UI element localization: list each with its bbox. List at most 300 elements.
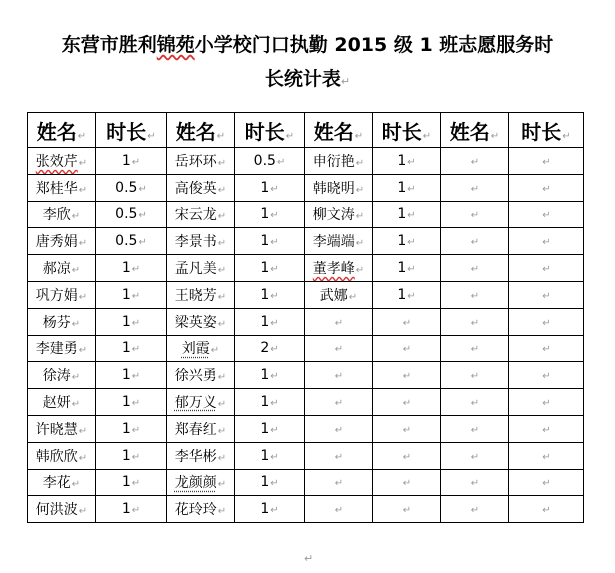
column-header bbox=[441, 113, 509, 148]
name-cell bbox=[305, 389, 373, 416]
service-hours: 0.5 bbox=[253, 152, 276, 169]
volunteer-name: 李建勇 bbox=[35, 341, 78, 358]
name-cell bbox=[441, 389, 509, 416]
name-cell bbox=[305, 415, 373, 442]
cell-mark-icon: ↵ bbox=[542, 344, 551, 356]
table-row bbox=[28, 308, 584, 335]
cell-mark-icon: ↵ bbox=[334, 344, 344, 356]
cell-mark-icon: ↵ bbox=[542, 505, 551, 517]
service-hours: 1 bbox=[260, 420, 270, 437]
cell-mark-icon: ↵ bbox=[131, 156, 141, 168]
volunteer-name: 孟凡美 bbox=[174, 261, 217, 278]
hours-cell bbox=[509, 469, 584, 496]
name-cell bbox=[441, 469, 509, 496]
hours-cell bbox=[96, 148, 167, 175]
title-line-1-start: 东营市胜利 bbox=[61, 34, 157, 56]
hours-cell bbox=[373, 281, 441, 308]
column-header bbox=[305, 113, 373, 148]
hours-cell bbox=[96, 308, 167, 335]
name-cell bbox=[28, 389, 96, 416]
service-hours: 1 bbox=[260, 286, 270, 303]
name-cell bbox=[28, 442, 96, 469]
service-hours: 1 bbox=[121, 367, 131, 384]
hours-cell bbox=[96, 362, 167, 389]
volunteer-name: 高俊英 bbox=[174, 180, 217, 197]
document-title bbox=[0, 28, 615, 99]
table-row bbox=[28, 496, 584, 523]
name-cell bbox=[441, 201, 509, 228]
hours-cell bbox=[235, 389, 305, 416]
cell-mark-icon: ↵ bbox=[131, 371, 141, 383]
name-cell bbox=[305, 174, 373, 201]
cell-mark-icon: ↵ bbox=[470, 317, 480, 329]
name-cell bbox=[305, 362, 373, 389]
cell-mark-icon: ↵ bbox=[217, 265, 227, 277]
cell-mark-icon: ↵ bbox=[490, 130, 500, 142]
cell-mark-icon: ↵ bbox=[78, 157, 88, 169]
hours-cell bbox=[96, 174, 167, 201]
hours-cell bbox=[373, 415, 441, 442]
cell-mark-icon: ↵ bbox=[71, 318, 81, 330]
cell-mark-icon: ↵ bbox=[355, 211, 365, 223]
cell-mark-icon: ↵ bbox=[542, 371, 551, 383]
hours-cell bbox=[509, 148, 584, 175]
cell-mark-icon: ↵ bbox=[470, 451, 480, 463]
cell-mark-icon: ↵ bbox=[422, 130, 432, 142]
cell-mark-icon: ↵ bbox=[354, 130, 364, 142]
column-header bbox=[235, 113, 305, 148]
cell-mark-icon: ↵ bbox=[217, 452, 227, 464]
name-cell bbox=[167, 308, 235, 335]
service-hours: 1 bbox=[397, 206, 407, 223]
column-header-label: 时长 bbox=[106, 119, 147, 144]
name-cell bbox=[441, 228, 509, 255]
cell-mark-icon: ↵ bbox=[71, 399, 81, 411]
cell-mark-icon: ↵ bbox=[542, 451, 551, 463]
service-hours: 1 bbox=[397, 233, 407, 250]
service-hours: 1 bbox=[121, 394, 131, 411]
cell-mark-icon: ↵ bbox=[542, 183, 551, 195]
name-cell bbox=[28, 335, 96, 362]
name-cell bbox=[28, 148, 96, 175]
hours-cell bbox=[509, 201, 584, 228]
hours-cell bbox=[96, 201, 167, 228]
name-cell bbox=[441, 148, 509, 175]
hours-cell bbox=[96, 281, 167, 308]
cell-mark-icon: ↵ bbox=[334, 451, 344, 463]
name-cell bbox=[167, 201, 235, 228]
hours-cell bbox=[96, 496, 167, 523]
name-cell bbox=[28, 174, 96, 201]
cell-mark-icon: ↵ bbox=[402, 344, 412, 356]
hours-cell bbox=[235, 228, 305, 255]
cell-mark-icon: ↵ bbox=[407, 183, 416, 195]
hours-cell bbox=[96, 335, 167, 362]
volunteer-name: 武娜 bbox=[319, 287, 348, 304]
cell-mark-icon: ↵ bbox=[470, 398, 480, 410]
name-cell bbox=[305, 201, 373, 228]
cell-mark-icon: ↵ bbox=[270, 210, 279, 222]
name-cell bbox=[441, 308, 509, 335]
table-row bbox=[28, 415, 584, 442]
volunteer-name: 徐兴勇 bbox=[174, 368, 217, 385]
name-cell bbox=[441, 255, 509, 282]
service-hours: 0.5 bbox=[115, 206, 138, 223]
cell-mark-icon: ↵ bbox=[402, 424, 412, 436]
name-cell bbox=[28, 496, 96, 523]
hours-cell bbox=[235, 201, 305, 228]
hours-cell bbox=[373, 442, 441, 469]
hours-cell bbox=[509, 442, 584, 469]
service-hours: 0.5 bbox=[115, 233, 138, 250]
cell-mark-icon: ↵ bbox=[402, 478, 412, 490]
name-cell bbox=[167, 362, 235, 389]
volunteer-hours-table bbox=[27, 112, 584, 523]
hours-cell bbox=[235, 469, 305, 496]
hours-cell bbox=[96, 415, 167, 442]
service-hours: 1 bbox=[397, 286, 407, 303]
table-row bbox=[28, 442, 584, 469]
service-hours: 0.5 bbox=[115, 179, 138, 196]
name-cell bbox=[441, 335, 509, 362]
service-hours: 1 bbox=[121, 286, 131, 303]
name-cell bbox=[28, 228, 96, 255]
service-hours: 1 bbox=[397, 179, 407, 196]
cell-mark-icon: ↵ bbox=[355, 265, 365, 277]
cell-mark-icon: ↵ bbox=[470, 290, 480, 302]
cell-mark-icon: ↵ bbox=[78, 452, 88, 464]
cell-mark-icon: ↵ bbox=[542, 237, 551, 249]
cell-mark-icon: ↵ bbox=[270, 317, 279, 329]
name-cell bbox=[305, 255, 373, 282]
cell-mark-icon: ↵ bbox=[147, 130, 156, 142]
volunteer-name: 梁英姿 bbox=[174, 314, 217, 331]
column-header bbox=[373, 113, 441, 148]
cell-mark-icon: ↵ bbox=[402, 371, 412, 383]
service-hours: 1 bbox=[260, 260, 270, 277]
volunteer-name: 张效芹 bbox=[35, 153, 78, 170]
name-cell bbox=[441, 496, 509, 523]
hours-cell bbox=[373, 362, 441, 389]
hours-cell bbox=[96, 228, 167, 255]
volunteer-name: 李华彬 bbox=[174, 448, 217, 465]
cell-mark-icon: ↵ bbox=[138, 183, 147, 195]
cell-mark-icon: ↵ bbox=[131, 317, 141, 329]
cell-mark-icon: ↵ bbox=[78, 184, 88, 196]
cell-mark-icon: ↵ bbox=[470, 424, 480, 436]
hours-cell bbox=[235, 362, 305, 389]
cell-mark-icon: ↵ bbox=[210, 345, 220, 357]
title-line-2-text: 长统计表 bbox=[264, 68, 341, 90]
cell-mark-icon: ↵ bbox=[78, 238, 88, 250]
service-hours: 1 bbox=[260, 233, 270, 250]
volunteer-name: 李欣 bbox=[42, 207, 71, 224]
volunteer-name: 唐秀娟 bbox=[35, 234, 78, 251]
table-row bbox=[28, 228, 584, 255]
cell-mark-icon: ↵ bbox=[470, 505, 480, 517]
name-cell bbox=[28, 255, 96, 282]
cell-mark-icon: ↵ bbox=[334, 371, 344, 383]
cell-mark-icon: ↵ bbox=[131, 264, 141, 276]
hours-cell bbox=[373, 228, 441, 255]
name-cell bbox=[28, 469, 96, 496]
column-header bbox=[28, 113, 96, 148]
name-cell bbox=[305, 308, 373, 335]
name-cell bbox=[441, 415, 509, 442]
volunteer-name: 许晓慧 bbox=[35, 421, 78, 438]
name-cell bbox=[167, 469, 235, 496]
column-header-label: 时长 bbox=[244, 119, 285, 144]
hours-cell bbox=[509, 255, 584, 282]
cell-mark-icon: ↵ bbox=[334, 398, 344, 410]
service-hours: 1 bbox=[260, 474, 270, 491]
service-hours: 1 bbox=[121, 260, 131, 277]
cell-mark-icon: ↵ bbox=[542, 156, 551, 168]
cell-mark-icon: ↵ bbox=[217, 157, 227, 169]
cell-mark-icon: ↵ bbox=[78, 291, 88, 303]
name-cell bbox=[167, 174, 235, 201]
service-hours: 1 bbox=[260, 367, 270, 384]
cell-mark-icon: ↵ bbox=[270, 183, 279, 195]
cell-mark-icon: ↵ bbox=[407, 237, 416, 249]
cell-mark-icon: ↵ bbox=[217, 238, 227, 250]
cell-mark-icon: ↵ bbox=[216, 130, 226, 142]
cell-mark-icon: ↵ bbox=[355, 157, 365, 169]
name-cell bbox=[167, 496, 235, 523]
cell-mark-icon: ↵ bbox=[78, 425, 88, 437]
cell-mark-icon: ↵ bbox=[217, 506, 227, 518]
cell-mark-icon: ↵ bbox=[217, 291, 227, 303]
cell-mark-icon: ↵ bbox=[217, 184, 227, 196]
name-cell bbox=[28, 308, 96, 335]
name-cell bbox=[305, 335, 373, 362]
name-cell bbox=[167, 415, 235, 442]
hours-cell bbox=[509, 281, 584, 308]
cell-mark-icon: ↵ bbox=[285, 130, 295, 142]
cell-mark-icon: ↵ bbox=[131, 451, 141, 463]
hours-cell bbox=[373, 496, 441, 523]
volunteer-name: 韩欣欣 bbox=[35, 448, 78, 465]
name-cell bbox=[28, 281, 96, 308]
service-hours: 1 bbox=[260, 313, 270, 330]
hours-cell bbox=[509, 496, 584, 523]
cell-mark-icon: ↵ bbox=[348, 291, 358, 303]
cell-mark-icon: ↵ bbox=[217, 372, 227, 384]
cell-mark-icon: ↵ bbox=[270, 371, 279, 383]
cell-mark-icon: ↵ bbox=[217, 211, 227, 223]
name-cell bbox=[305, 148, 373, 175]
cell-mark-icon: ↵ bbox=[542, 290, 551, 302]
column-header bbox=[96, 113, 167, 148]
cell-mark-icon: ↵ bbox=[131, 478, 141, 490]
cell-mark-icon: ↵ bbox=[402, 505, 412, 517]
column-header-label: 时长 bbox=[521, 119, 562, 144]
service-hours: 1 bbox=[397, 152, 407, 169]
cell-mark-icon: ↵ bbox=[402, 317, 412, 329]
service-hours: 1 bbox=[121, 152, 131, 169]
cell-mark-icon: ↵ bbox=[470, 264, 480, 276]
title-line-2 bbox=[0, 62, 615, 99]
name-cell bbox=[305, 469, 373, 496]
cell-mark-icon: ↵ bbox=[71, 479, 81, 491]
paragraph-mark-icon: ↵ bbox=[340, 75, 351, 88]
cell-mark-icon: ↵ bbox=[470, 478, 480, 490]
hours-cell bbox=[509, 415, 584, 442]
hours-cell bbox=[373, 148, 441, 175]
cell-mark-icon: ↵ bbox=[470, 371, 480, 383]
volunteer-name: 李景书 bbox=[174, 234, 217, 251]
service-hours: 1 bbox=[121, 313, 131, 330]
title-line-1-end: 小学校门口执勤 2015 级 1 班志愿服务时 bbox=[194, 34, 554, 56]
cell-mark-icon: ↵ bbox=[470, 210, 480, 222]
cell-mark-icon: ↵ bbox=[542, 210, 551, 222]
column-header-label: 时长 bbox=[381, 119, 422, 144]
cell-mark-icon: ↵ bbox=[270, 264, 279, 276]
cell-mark-icon: ↵ bbox=[78, 345, 88, 357]
cell-mark-icon: ↵ bbox=[217, 479, 227, 491]
hours-cell bbox=[235, 335, 305, 362]
cell-mark-icon: ↵ bbox=[542, 317, 551, 329]
cell-mark-icon: ↵ bbox=[270, 424, 279, 436]
hours-cell bbox=[96, 389, 167, 416]
table-header-row bbox=[28, 113, 584, 148]
title-line-1 bbox=[0, 28, 615, 62]
cell-mark-icon: ↵ bbox=[407, 264, 416, 276]
volunteer-name: 柳文涛 bbox=[312, 207, 355, 224]
title-line-1-spellcheck: 锦苑 bbox=[156, 34, 195, 56]
table-row bbox=[28, 281, 584, 308]
hours-cell bbox=[235, 148, 305, 175]
name-cell bbox=[167, 148, 235, 175]
cell-mark-icon: ↵ bbox=[334, 505, 344, 517]
name-cell bbox=[167, 255, 235, 282]
cell-mark-icon: ↵ bbox=[542, 424, 551, 436]
volunteer-name: 杨芬 bbox=[42, 314, 71, 331]
cell-mark-icon: ↵ bbox=[217, 425, 227, 437]
cell-mark-icon: ↵ bbox=[78, 506, 88, 518]
cell-mark-icon: ↵ bbox=[402, 451, 412, 463]
service-hours: 1 bbox=[260, 206, 270, 223]
cell-mark-icon: ↵ bbox=[470, 183, 480, 195]
cell-mark-icon: ↵ bbox=[131, 398, 141, 410]
cell-mark-icon: ↵ bbox=[407, 210, 416, 222]
cell-mark-icon: ↵ bbox=[270, 290, 279, 302]
hours-cell bbox=[509, 362, 584, 389]
name-cell bbox=[28, 362, 96, 389]
name-cell bbox=[441, 362, 509, 389]
cell-mark-icon: ↵ bbox=[470, 237, 480, 249]
cell-mark-icon: ↵ bbox=[71, 211, 81, 223]
service-hours: 1 bbox=[397, 260, 407, 277]
service-hours: 1 bbox=[260, 501, 270, 518]
cell-mark-icon: ↵ bbox=[470, 156, 480, 168]
service-hours: 1 bbox=[260, 179, 270, 196]
volunteer-name: 龙颜颜 bbox=[174, 475, 217, 492]
hours-cell bbox=[235, 174, 305, 201]
cell-mark-icon: ↵ bbox=[407, 290, 416, 302]
hours-cell bbox=[373, 389, 441, 416]
hours-cell bbox=[373, 201, 441, 228]
column-header-label: 姓名 bbox=[36, 119, 77, 144]
volunteer-name: 徐涛 bbox=[42, 368, 71, 385]
hours-cell bbox=[509, 174, 584, 201]
hours-cell bbox=[96, 469, 167, 496]
cell-mark-icon: ↵ bbox=[270, 451, 279, 463]
table-row bbox=[28, 148, 584, 175]
volunteer-name: 郝凉 bbox=[42, 261, 71, 278]
volunteer-name: 申衍艳 bbox=[312, 153, 355, 170]
column-header-label: 姓名 bbox=[313, 119, 354, 144]
volunteer-name: 花玲玲 bbox=[174, 502, 217, 519]
cell-mark-icon: ↵ bbox=[276, 156, 286, 168]
name-cell bbox=[167, 442, 235, 469]
volunteer-name: 何洪波 bbox=[35, 502, 78, 519]
cell-mark-icon: ↵ bbox=[270, 237, 279, 249]
column-header bbox=[167, 113, 235, 148]
hours-cell bbox=[235, 308, 305, 335]
name-cell bbox=[305, 228, 373, 255]
name-cell bbox=[167, 281, 235, 308]
service-hours: 1 bbox=[260, 394, 270, 411]
service-hours: 1 bbox=[121, 474, 131, 491]
volunteer-name: 岳环环 bbox=[174, 153, 217, 170]
cell-mark-icon: ↵ bbox=[270, 478, 279, 490]
volunteer-name: 赵妍 bbox=[42, 395, 71, 412]
hours-cell bbox=[373, 469, 441, 496]
volunteer-name: 郑桂华 bbox=[35, 180, 78, 197]
cell-mark-icon: ↵ bbox=[402, 398, 412, 410]
cell-mark-icon: ↵ bbox=[542, 478, 551, 490]
volunteer-name: 宋云龙 bbox=[174, 207, 217, 224]
hours-cell bbox=[373, 255, 441, 282]
name-cell bbox=[441, 442, 509, 469]
hours-cell bbox=[509, 389, 584, 416]
service-hours: 1 bbox=[121, 447, 131, 464]
volunteer-name: 韩晓明 bbox=[312, 180, 355, 197]
cell-mark-icon: ↵ bbox=[270, 505, 279, 517]
hours-cell bbox=[235, 442, 305, 469]
column-header bbox=[509, 113, 584, 148]
cell-mark-icon: ↵ bbox=[77, 130, 87, 142]
table-row bbox=[28, 255, 584, 282]
cell-mark-icon: ↵ bbox=[131, 290, 141, 302]
cell-mark-icon: ↵ bbox=[355, 238, 365, 250]
cell-mark-icon: ↵ bbox=[217, 318, 227, 330]
table-row bbox=[28, 469, 584, 496]
hours-cell bbox=[509, 308, 584, 335]
name-cell bbox=[167, 389, 235, 416]
volunteer-name: 刘霞 bbox=[181, 341, 210, 358]
service-hours: 1 bbox=[260, 447, 270, 464]
service-hours: 1 bbox=[121, 420, 131, 437]
service-hours: 1 bbox=[121, 501, 131, 518]
cell-mark-icon: ↵ bbox=[407, 156, 416, 168]
hours-cell bbox=[96, 255, 167, 282]
cell-mark-icon: ↵ bbox=[138, 210, 147, 222]
volunteer-name: 董孝峰 bbox=[312, 261, 355, 278]
hours-cell bbox=[373, 308, 441, 335]
cell-mark-icon: ↵ bbox=[131, 344, 141, 356]
volunteer-name: 李端端 bbox=[312, 234, 355, 251]
column-header-label: 姓名 bbox=[449, 119, 490, 144]
volunteer-name: 郑春红 bbox=[174, 421, 217, 438]
hours-cell bbox=[373, 335, 441, 362]
name-cell bbox=[441, 281, 509, 308]
hours-cell bbox=[235, 281, 305, 308]
cell-mark-icon: ↵ bbox=[355, 184, 365, 196]
name-cell bbox=[305, 442, 373, 469]
volunteer-name: 巩方娟 bbox=[35, 287, 78, 304]
